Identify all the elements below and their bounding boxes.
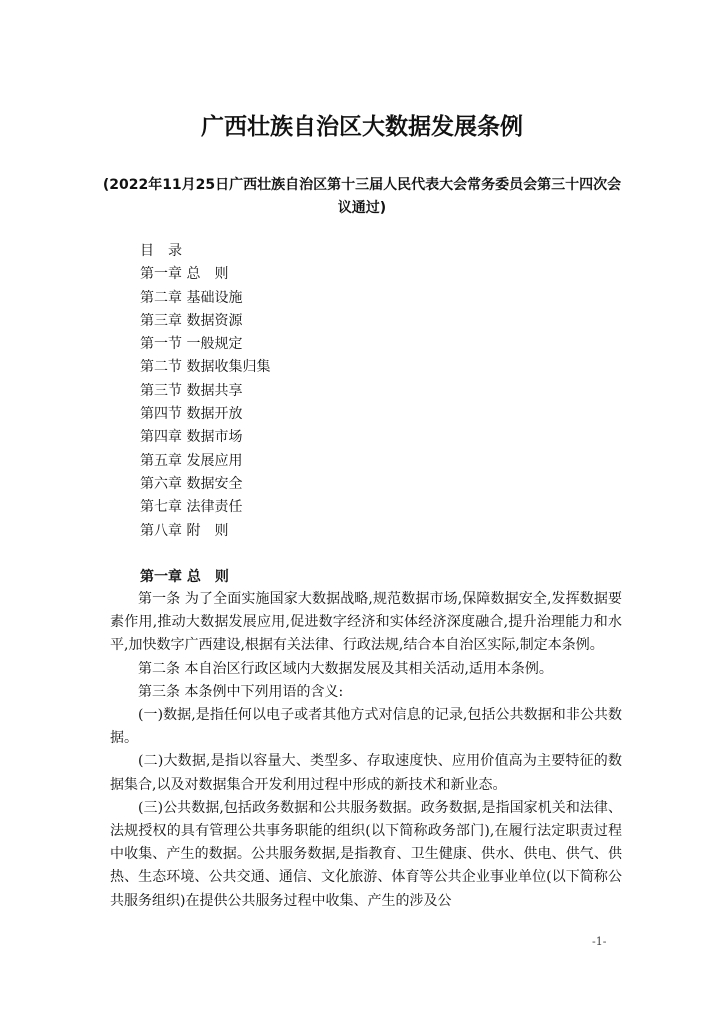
toc-item: 第二章 基础设施 [140, 289, 243, 306]
toc-item: 第六章 数据安全 [140, 475, 243, 492]
definition-item: (三)公共数据,包括政务数据和公共服务数据。政务数据,是指国家机关和法律、法规授权的具有管理公共事务职能的组织(以下简称政务部门),在履行法定职责过程中收集、产生的数据。公共服务数据,是指教育、卫生健康、供水、供电、供气、供热、生态环境、公共交通、通信、文化旅游、体育等公共企业事业单位(以下简称公共服务组织)在提供公共服务过程中收集、产生的涉及公 [110, 799, 622, 909]
article-2: 第二条 本自治区行政区域内大数据发展及其相关活动,适用本条例。 [138, 660, 553, 677]
toc-item: 第二节 数据收集归集 [140, 359, 271, 376]
toc-item: 第八章 附 则 [140, 522, 229, 539]
chapter-body [110, 588, 622, 913]
article-3: 第三条 本条例中下列用语的含义: [138, 683, 344, 700]
toc-item: 第三节 数据共享 [140, 382, 243, 399]
toc-item: 第一章 总 则 [140, 266, 229, 283]
document-subtitle: (2022年11月25日广西壮族自治区第十三届人民代表大会常务委员会第三十四次会议通过) [102, 177, 622, 216]
toc-item: 第一节 一般规定 [140, 336, 243, 353]
definition-item: (二)大数据,是指以容量大、类型多、存取速度快、应用价值高为主要特征的数据集合,以及对数据集合开发利用过程中形成的新技术和新业态。 [110, 753, 622, 793]
article-1: 第一条 为了全面实施国家大数据战略,规范数据市场,保障数据安全,发挥数据要素作用,推动大数据发展应用,促进数字经济和实体经济深度融合,提升治理能力和水平,加快数字广西建设,根据有关法律、行政法规,结合本自治区实际,制定本条例。 [110, 591, 622, 654]
toc-heading: 目 录 [140, 243, 182, 259]
chapter-heading: 第一章 总 则 [140, 569, 229, 585]
page-number: -1- [592, 935, 607, 948]
document-title: 广西壮族自治区大数据发展条例 [201, 114, 523, 140]
toc-item: 第三章 数据资源 [140, 312, 243, 329]
toc-item: 第七章 法律责任 [140, 499, 243, 516]
definition-item: (一)数据,是指任何以电子或者其他方式对信息的记录,包括公共数据和非公共数据。 [110, 707, 622, 747]
table-of-contents [140, 240, 270, 543]
toc-item: 第四章 数据市场 [140, 429, 243, 446]
toc-item: 第四节 数据开放 [140, 406, 243, 423]
toc-item: 第五章 发展应用 [140, 452, 243, 469]
